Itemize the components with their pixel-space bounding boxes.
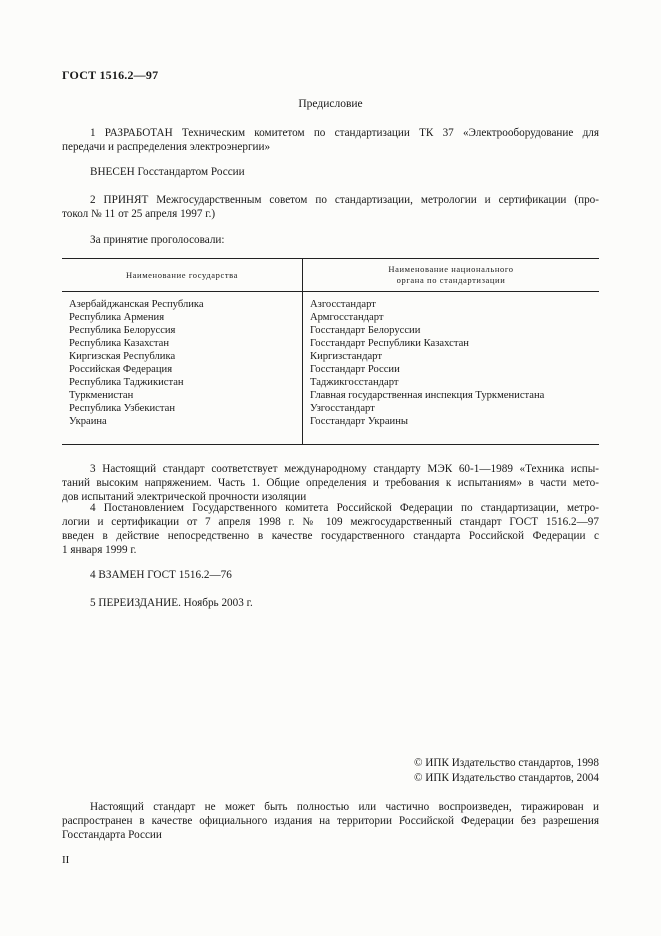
- table-cell-state: Республика Белоруссия: [69, 325, 176, 336]
- table-cell-body: Госстандарт России: [310, 364, 400, 375]
- table-cell-body: Таджикгосстандарт: [310, 377, 399, 388]
- paragraph-replaces: 4 ВЗАМЕН ГОСТ 1516.2—76: [90, 569, 232, 581]
- text-line: передачи и распределения электроэнергии»: [62, 141, 271, 153]
- copyright-line: © ИПК Издательство стандартов, 2004: [413, 772, 599, 784]
- text-line: Настоящий стандарт не может быть полностью или частично воспроизведен, тиражирован и: [90, 801, 599, 813]
- text-line: 1 января 1999 г.: [62, 544, 137, 556]
- text-line: распространен в качестве официального издания на территории Российской Федерации без разрешения: [62, 815, 599, 827]
- table-cell-state: Российская Федерация: [69, 364, 173, 375]
- table-cell-state: Республика Армения: [69, 312, 165, 323]
- copyright-block: [414, 756, 599, 786]
- text-line: 2 ПРИНЯТ Межгосударственным советом по стандартизации, метрологии и сертификации (про-: [90, 194, 599, 206]
- text-line: таний высоким напряжением. Часть 1. Общие определения и требования к испытаниям» в части мето-: [62, 477, 599, 489]
- table-body-row: [62, 292, 599, 445]
- table-cell-body: Главная государственная инспекция Туркменистана: [310, 390, 545, 401]
- table-cell-body: Госстандарт Белоруссии: [310, 325, 421, 336]
- paragraph-introduced: ВНЕСЕН Госстандартом России: [90, 166, 245, 178]
- text-line: дов испытаний электрической прочности изоляции: [62, 491, 307, 503]
- national-bodies-cell: [303, 292, 600, 445]
- text-line: 3 Настоящий стандарт соответствует международному стандарту МЭК 60-1—1989 «Техника испы-: [90, 463, 599, 475]
- table-cell-state: Киргизская Республика: [69, 351, 176, 362]
- table-cell-body: Азгосстандарт: [310, 299, 376, 310]
- table-header-row: [62, 259, 599, 292]
- table-cell-state: Республика Узбекистан: [69, 403, 176, 414]
- table-cell-body: Узгосстандарт: [310, 403, 375, 414]
- copyright-line: © ИПК Издательство стандартов, 1998: [413, 757, 599, 769]
- column-header-state: Наименование государства: [62, 259, 303, 292]
- table-cell-state: Республика Казахстан: [69, 338, 170, 349]
- table-cell-state: Азербайджанская Республика: [69, 299, 204, 310]
- table-cell-body: Госстандарт Украины: [310, 416, 408, 427]
- text-line: Госстандарта России: [62, 829, 162, 841]
- paragraph-reissue: 5 ПЕРЕИЗДАНИЕ. Ноябрь 2003 г.: [90, 597, 253, 609]
- paragraph-adopted: [62, 193, 599, 221]
- voting-states-table: [62, 258, 599, 445]
- reproduction-notice: [62, 800, 599, 842]
- paragraph-enactment: [62, 501, 599, 557]
- table-cell-body: Армгосстандарт: [310, 312, 384, 323]
- paragraph-voted: За принятие проголосовали:: [90, 234, 225, 246]
- text-line: 4 Постановлением Государственного комитета Российской Федерации по стандартизации, метро-: [90, 502, 599, 514]
- table-cell-state: Туркменистан: [69, 390, 134, 401]
- text-line: введен в действие непосредственно в качестве государственного стандарта Российской Федерации с: [62, 530, 599, 542]
- text-line: токол № 11 от 25 апреля 1997 г.): [62, 208, 216, 220]
- page-title: Предисловие: [298, 98, 363, 110]
- page-number: II: [62, 854, 70, 866]
- table-cell-body: Киргизстандарт: [310, 351, 382, 362]
- text-line: логии и сертификации от 7 апреля 1998 г. № 109 межгосударственный стандарт ГОСТ 1516.2—97: [62, 516, 599, 528]
- table-cell-state: Республика Таджикистан: [69, 377, 184, 388]
- table-cell-body: Госстандарт Республики Казахстан: [310, 338, 469, 349]
- state-names-cell: [62, 292, 303, 445]
- text-line: 1 РАЗРАБОТАН Техническим комитетом по стандартизации ТК 37 «Электрооборудование для: [90, 127, 599, 139]
- paragraph-developed: [62, 126, 599, 154]
- paragraph-iec-correspondence: [62, 462, 599, 504]
- standard-code: ГОСТ 1516.2—97: [62, 68, 159, 82]
- column-header-national-body: Наименование национального органа по стандартизации: [303, 259, 600, 292]
- table-cell-state: Украина: [69, 416, 107, 427]
